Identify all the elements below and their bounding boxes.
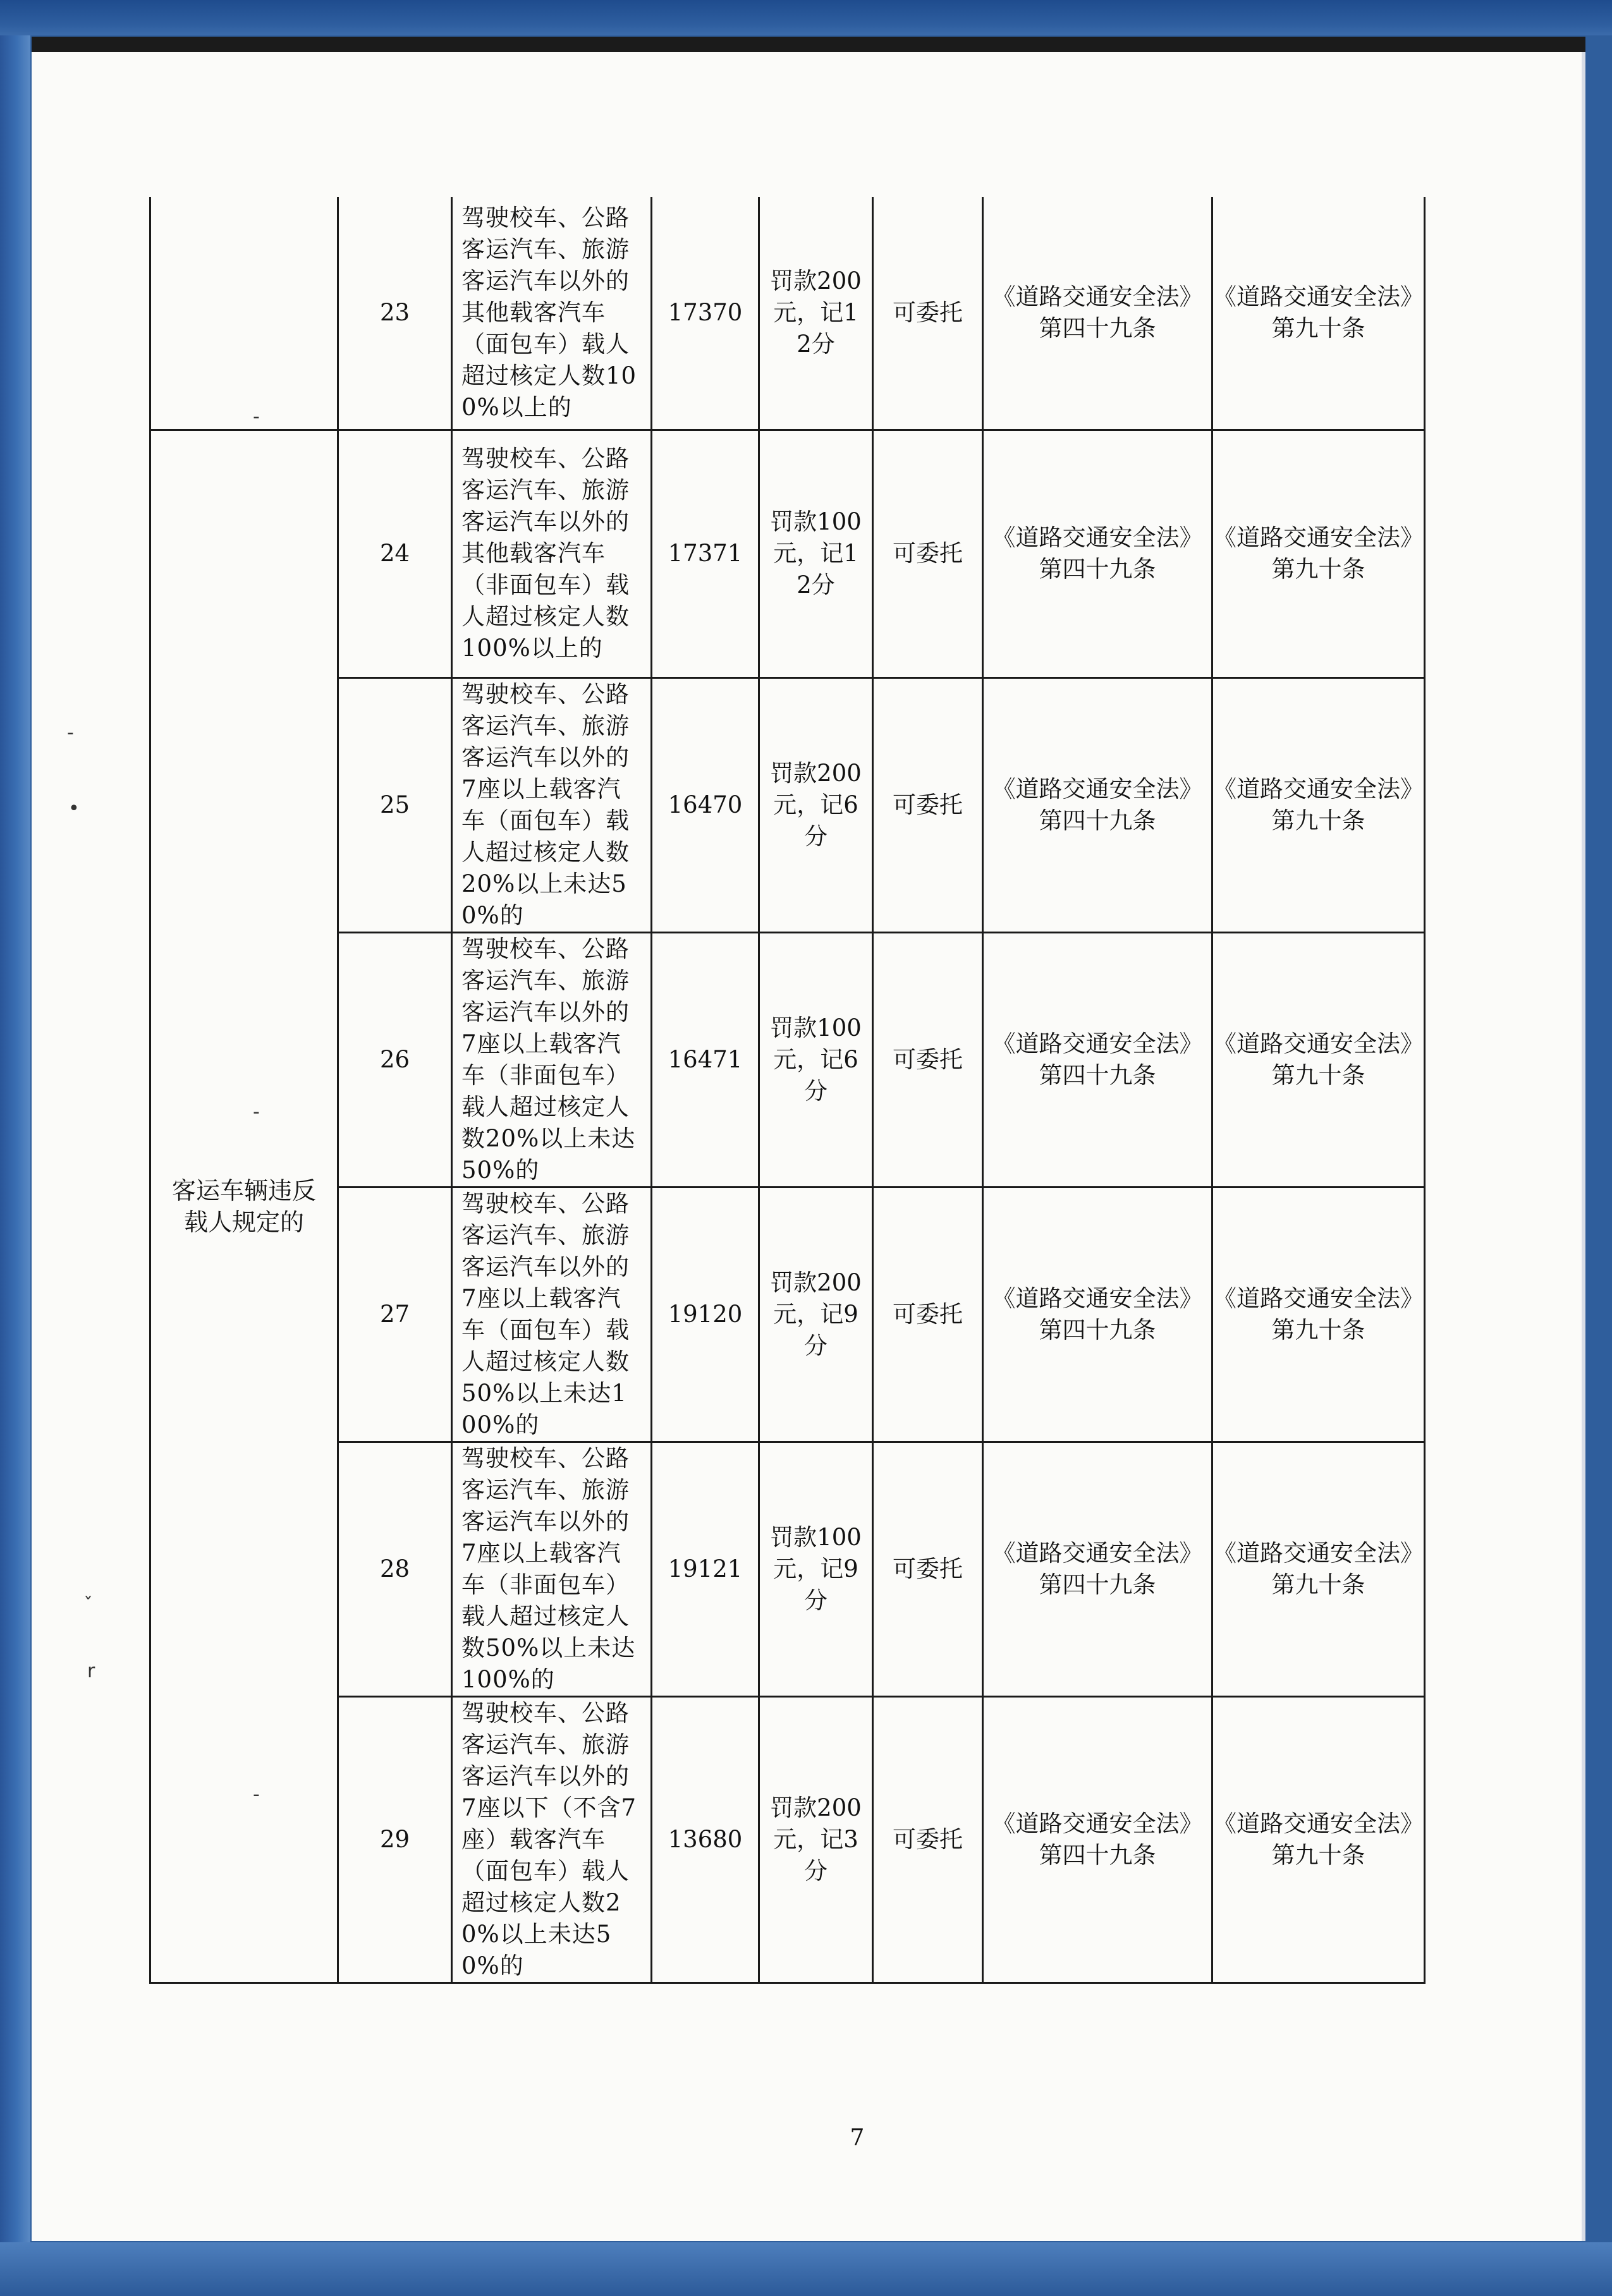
scan-speck-mark: -	[67, 722, 74, 744]
delegation-status: 可委托	[873, 932, 983, 1187]
penalty-basis-article: 《道路交通安全法》第九十条	[1212, 1442, 1425, 1696]
penalty-amount: 罚款100元，记12分	[759, 430, 873, 677]
violated-law-article: 《道路交通安全法》第四十九条	[983, 430, 1212, 677]
table-row	[150, 1187, 1425, 1442]
penalty-basis-article: 《道路交通安全法》第九十条	[1212, 677, 1425, 932]
row-number: 26	[338, 932, 452, 1187]
scan-border-left	[0, 0, 30, 2296]
delegation-status: 可委托	[873, 1187, 983, 1442]
category-cell: 客运车辆违反载人规定的	[150, 430, 338, 1983]
violation-description: 驾驶校车、公路客运汽车、旅游客运汽车以外的7座以上载客汽车（面包车）载人超过核定人数20%以上未达50%的	[452, 677, 652, 932]
page-edge-shadow	[1582, 52, 1585, 2241]
violation-code: 19121	[652, 1442, 759, 1696]
violated-law-article: 《道路交通安全法》第四十九条	[983, 1187, 1212, 1442]
violated-law-article: 《道路交通安全法》第四十九条	[983, 932, 1212, 1187]
penalty-amount: 罚款200元，记12分	[759, 197, 873, 430]
row-number: 23	[338, 197, 452, 430]
penalty-basis-article: 《道路交通安全法》第九十条	[1212, 1187, 1425, 1442]
delegation-status: 可委托	[873, 1696, 983, 1983]
violated-law-article: 《道路交通安全法》第四十九条	[983, 197, 1212, 430]
row-number: 29	[338, 1696, 452, 1983]
row-number: 25	[338, 677, 452, 932]
violation-code: 19120	[652, 1187, 759, 1442]
scan-speck-mark: ˇ	[83, 1594, 93, 1616]
violated-law-article: 《道路交通安全法》第四十九条	[983, 1696, 1212, 1983]
table-row	[150, 1442, 1425, 1696]
penalty-amount: 罚款100元，记6分	[759, 932, 873, 1187]
penalty-amount: 罚款200元，记3分	[759, 1696, 873, 1983]
category-cell-continued	[150, 197, 338, 430]
delegation-status: 可委托	[873, 677, 983, 932]
violation-description: 驾驶校车、公路客运汽车、旅游客运汽车以外的7座以上载客汽车（面包车）载人超过核定人数50%以上未达100%的	[452, 1187, 652, 1442]
penalty-amount: 罚款100元，记9分	[759, 1442, 873, 1696]
penalty-basis-article: 《道路交通安全法》第九十条	[1212, 1696, 1425, 1983]
scan-speck-mark: -	[253, 1101, 260, 1123]
scan-border-bottom	[0, 2242, 1612, 2296]
delegation-status: 可委托	[873, 1442, 983, 1696]
violated-law-article: 《道路交通安全法》第四十九条	[983, 1442, 1212, 1696]
table-row	[150, 197, 1425, 430]
penalty-amount: 罚款200元，记6分	[759, 677, 873, 932]
scan-speck-mark: r	[87, 1660, 95, 1682]
row-number: 24	[338, 430, 452, 677]
penalty-basis-article: 《道路交通安全法》第九十条	[1212, 197, 1425, 430]
violation-code: 13680	[652, 1696, 759, 1983]
violated-law-article: 《道路交通安全法》第四十九条	[983, 677, 1212, 932]
violation-code: 16470	[652, 677, 759, 932]
table-row	[150, 677, 1425, 932]
violation-description: 驾驶校车、公路客运汽车、旅游客运汽车以外的7座以上载客汽车（非面包车）载人超过核定人数20%以上未达50%的	[452, 932, 652, 1187]
table-row	[150, 1696, 1425, 1983]
row-number: 28	[338, 1442, 452, 1696]
violation-description: 驾驶校车、公路客运汽车、旅游客运汽车以外的其他载客汽车（非面包车）载人超过核定人数100%以上的	[452, 430, 652, 677]
violation-description: 驾驶校车、公路客运汽车、旅游客运汽车以外的7座以上载客汽车（非面包车）载人超过核定人数50%以上未达100%的	[452, 1442, 652, 1696]
penalty-amount: 罚款200元，记9分	[759, 1187, 873, 1442]
scan-speck-mark: •	[68, 798, 80, 820]
penalty-basis-article: 《道路交通安全法》第九十条	[1212, 932, 1425, 1187]
violation-table	[149, 197, 1426, 1984]
violation-description: 驾驶校车、公路客运汽车、旅游客运汽车以外的7座以下（不含7座）载客汽车（面包车）载人超过核定人数20%以上未达50%的	[452, 1696, 652, 1983]
scan-speck-mark: -	[253, 406, 260, 428]
page-number: 7	[850, 2125, 865, 2151]
table-row	[150, 430, 1425, 677]
violation-code: 17371	[652, 430, 759, 677]
scan-border-top	[0, 0, 1612, 35]
scan-speck-mark: -	[253, 1783, 260, 1806]
delegation-status: 可委托	[873, 430, 983, 677]
delegation-status: 可委托	[873, 197, 983, 430]
violation-description: 驾驶校车、公路客运汽车、旅游客运汽车以外的其他载客汽车（面包车）载人超过核定人数100%以上的	[452, 197, 652, 430]
table-row	[150, 932, 1425, 1187]
violation-code: 17370	[652, 197, 759, 430]
row-number: 27	[338, 1187, 452, 1442]
penalty-basis-article: 《道路交通安全法》第九十条	[1212, 430, 1425, 677]
violation-code: 16471	[652, 932, 759, 1187]
